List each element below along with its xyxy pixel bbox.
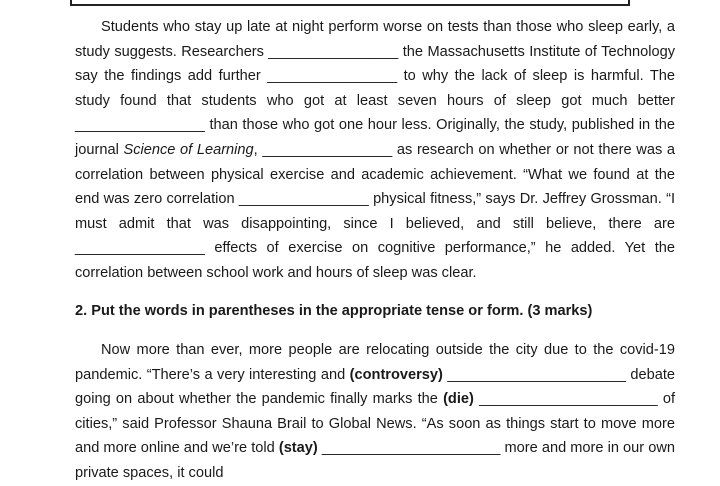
- passage-text: physical fitness,” says Dr. Jeffrey Grossman. “I must admit that was disappointing, since I believed, and still believe, there are: [75, 191, 675, 232]
- passage-text: more and more in our own private spaces, it could: [75, 440, 675, 481]
- word-cue-controversy: (controversy): [349, 366, 443, 383]
- word-cue-die: (die): [443, 391, 474, 408]
- section-2-heading: 2. Put the words in parentheses in the appropriate tense or form. (3 marks): [75, 303, 593, 319]
- fill-blank-1[interactable]: ________________: [268, 43, 399, 60]
- word-cue-stay: (stay): [278, 440, 318, 457]
- fill-blank-6[interactable]: ________________: [75, 240, 205, 257]
- word-bank-box: [70, 0, 630, 6]
- passage-text: of cities,” said Professor Shauna Brail to Global News. “As soon as things start to move more and more online and we’re told: [75, 391, 676, 457]
- fill-blank-stay[interactable]: ______________________: [317, 440, 505, 457]
- passage-text: than those who got one hour less. Originally, the study, published in the journal: [75, 117, 675, 158]
- passage-text: Now more than ever, more people are relocating outside the city due to the covid-19 pandemic. “There’s a very interesting and: [75, 342, 675, 383]
- fill-blank-controversy[interactable]: ______________________: [442, 366, 631, 383]
- passage-text: the Massachusetts Institute of Technology say the findings add further: [75, 43, 675, 85]
- fill-blank-die[interactable]: ______________________: [473, 391, 663, 408]
- fill-blank-3[interactable]: ________________: [75, 117, 205, 134]
- passage-text: Students who stay up late at night perform worse on tests than those who sleep early, a study suggests. Researchers: [75, 19, 675, 60]
- passage-text: as research on whether or not there was a correlation between physical exercise and academic achievement. “What we found at the end was zero correlation: [75, 141, 675, 208]
- passage-sleep-study: [75, 15, 675, 286]
- fill-blank-5[interactable]: ________________: [238, 191, 369, 208]
- journal-name: Science of Learning: [123, 141, 254, 158]
- passage-text: debate going on about whether the pandemic finally marks the: [75, 366, 675, 408]
- passage-text: to why the lack of sleep is harmful. The study found that students who got at least seven hours of sleep got much better: [75, 68, 675, 109]
- fill-blank-2[interactable]: ________________: [267, 68, 398, 85]
- passage-relocation: [75, 338, 675, 486]
- passage-text: ,: [253, 141, 263, 158]
- fill-blank-4[interactable]: ________________: [262, 141, 393, 158]
- passage-text: effects of exercise on cognitive performance,” he added. Yet the correlation between school work and hours of sleep was clear.: [75, 240, 675, 281]
